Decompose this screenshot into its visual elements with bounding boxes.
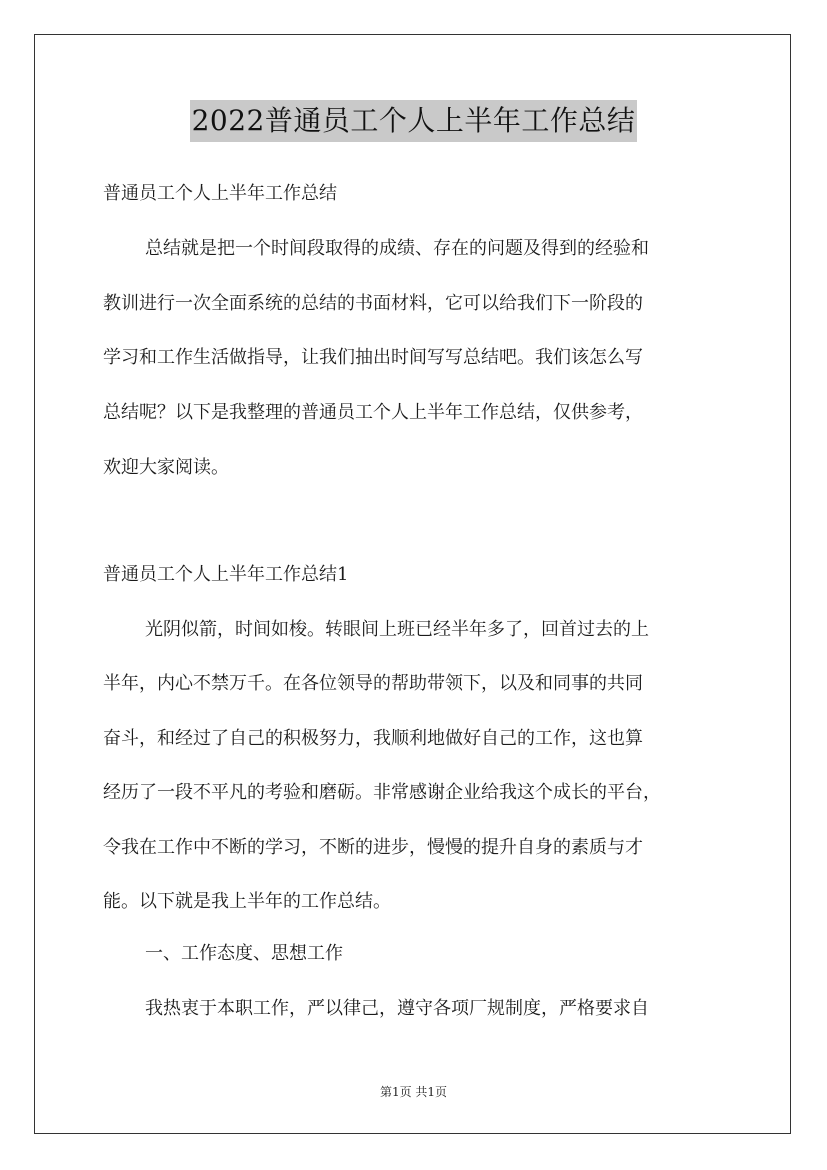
section-heading: 普通员工个人上半年工作总结1 bbox=[103, 564, 349, 585]
body-line: 能。以下就是我上半年的工作总结。 bbox=[103, 891, 391, 912]
body-line: 学习和工作生活做指导，让我们抽出时间写写总结吧。我们该怎么写 bbox=[103, 347, 643, 368]
body-line: 教训进行一次全面系统的总结的书面材料，它可以给我们下一阶段的 bbox=[103, 293, 643, 314]
document-title: 2022普通员工个人上半年工作总结 bbox=[190, 100, 638, 142]
body-line: 欢迎大家阅读。 bbox=[103, 457, 229, 478]
body-line: 奋斗，和经过了自己的积极努力，我顺利地做好自己的工作，这也算 bbox=[103, 728, 643, 749]
body-line: 总结就是把一个时间段取得的成绩、存在的问题及得到的经验和 bbox=[145, 238, 649, 259]
body-line: 半年，内心不禁万千。在各位领导的帮助带领下，以及和同事的共同 bbox=[103, 673, 643, 694]
body-line: 经历了一段不平凡的考验和磨砺。非常感谢企业给我这个成长的平台， bbox=[103, 782, 661, 803]
subtitle-line: 普通员工个人上半年工作总结 bbox=[103, 183, 337, 204]
page-footer: 第1页 共1页 bbox=[379, 1085, 448, 1099]
body-line: 令我在工作中不断的学习，不断的进步，慢慢的提升自身的素质与才 bbox=[103, 837, 643, 858]
body-line: 我热衷于本职工作，严以律己，遵守各项厂规制度，严格要求自 bbox=[145, 998, 649, 1019]
title-container bbox=[0, 100, 827, 142]
subsection-heading: 一、工作态度、思想工作 bbox=[145, 943, 343, 964]
body-line: 光阴似箭，时间如梭。转眼间上班已经半年多了，回首过去的上 bbox=[145, 619, 649, 640]
body-line: 总结呢？以下是我整理的普通员工个人上半年工作总结，仅供参考， bbox=[103, 402, 643, 423]
